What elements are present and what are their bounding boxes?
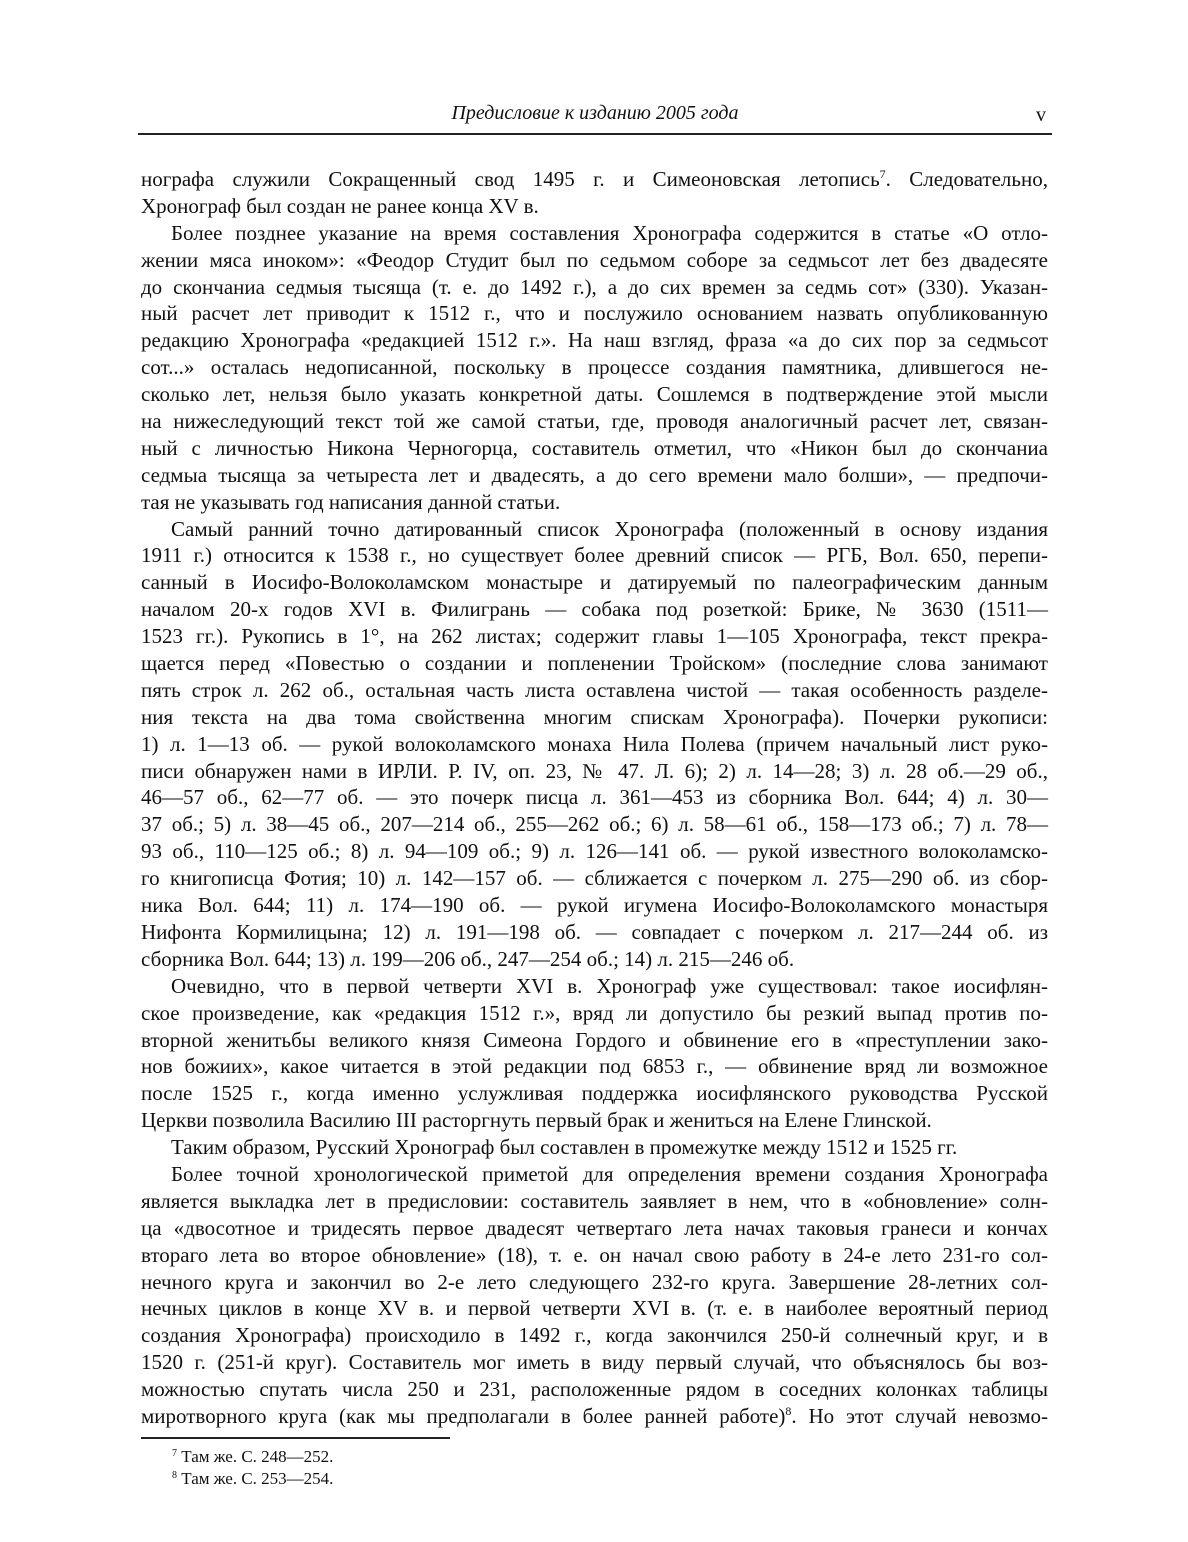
text-line: Очевидно, что в первой четверти XVI в. Хронограф уже существовал: такое иосифлян- xyxy=(171,973,1048,998)
text-line: можностью спутать числа 250 и 231, расположенные рядом в соседних колонках таблицы xyxy=(141,1377,1048,1402)
text-line: Более позднее указание на время составления Хронографа содержится в статье «О отло- xyxy=(171,220,1048,245)
line-text: . Но этот случай невозмо- xyxy=(791,1403,1049,1428)
text-line: является выкладка лет в предисловии: составитель заявляет в нем, что в «обновление» солн- xyxy=(141,1188,1048,1213)
text-line: сколько лет, нельзя было указать конкретной даты. Сошлемся в подтверждение этой мысли xyxy=(141,382,1048,407)
footnote-text: Там же. С. 253—254. xyxy=(181,1469,334,1488)
text-line: писи обнаружен нами в ИРЛИ. Р. IV, оп. 23, № 47. Л. 6); 2) л. 14—28; 3) л. 28 об.—29 об., xyxy=(141,758,1048,783)
footnotes xyxy=(172,1446,333,1490)
paragraph xyxy=(141,166,1048,220)
text-line: го книгописца Фотия; 10) л. 142—157 об. — сближается с почерком л. 275—290 об. из сбор- xyxy=(141,866,1048,891)
text-line: 1520 г. (251-й круг). Составитель мог иметь в виду первый случай, что объяснялось бы воз- xyxy=(141,1350,1048,1375)
text-line: Хронограф был создан не ранее конца XV в. xyxy=(141,193,539,218)
text-line: сот...» осталась недописанной, поскольку в процессе создания памятника, длившегося не- xyxy=(141,355,1048,380)
line-text: . Следовательно, xyxy=(885,167,1048,191)
text-line: Таким образом, Русский Хронограф был составлен в промежутке между 1512 и 1525 гг. xyxy=(171,1135,958,1160)
text-line: 1523 гг.). Рукопись в 1°, на 262 листах; содержит главы 1—105 Хронографа, текст прекра- xyxy=(141,624,1048,649)
footnote-reference: 8 xyxy=(785,1403,792,1418)
running-head xyxy=(138,100,1052,128)
text-line: нов божиих», какое читается в этой редакции под 6853 г., — обвинение вряд ли возможное xyxy=(141,1054,1048,1079)
text-line: Более точной хронологической приметой для определения времени создания Хронографа xyxy=(171,1161,1048,1186)
text-line: втораго лета во второе обновление» (18), т. е. он начал свою работу в 24-е лето 231-го сол- xyxy=(141,1242,1048,1267)
text-line: 46—57 об., 62—77 об. — это почерк писца л. 361—453 из сборника Вол. 644; 4) л. 30— xyxy=(141,785,1048,810)
text-line: ника Вол. 644; 11) л. 174—190 об. — рукой игумена Иосифо-Волоколамского монастыря xyxy=(141,893,1048,918)
text-line: пять строк л. 262 об., остальная часть листа оставлена чистой — такая особенность разделе- xyxy=(141,677,1048,702)
text-line xyxy=(141,1403,1048,1430)
line-text: нографа служили Сокращенный свод 1495 г. и Симеоновская летопись xyxy=(141,167,880,191)
footnote-text: Там же. С. 248—252. xyxy=(181,1447,334,1466)
text-line: началом 20-х годов XVI в. Филигрань — собака под розеткой: Брике, № 3630 (1511— xyxy=(141,597,1048,622)
page-number: v xyxy=(1036,104,1046,126)
running-head-title: Предисловие к изданию 2005 года xyxy=(451,102,739,124)
text-line: до скончаниа седмыя тысяща (т. е. до 1492 г.), а до сих времен за седмь сот» (330). Указан- xyxy=(141,274,1048,299)
footnote-rule xyxy=(141,1437,450,1439)
text-line: ния текста на два тома свойственна многим спискам Хронографа). Почерки рукописи: xyxy=(141,704,1048,729)
text-line: тая не указывать год написания данной статьи. xyxy=(141,489,561,514)
text-line: седмыа тысяща за четыреста лет и двадесять, а до сего времени мало болши», — предпочи- xyxy=(141,462,1048,487)
text-line: вторной женитьбы великого князя Симеона Гордого и обвинение его в «преступлении зако- xyxy=(141,1027,1048,1052)
footnote-reference: 7 xyxy=(879,167,886,181)
footnote-7 xyxy=(172,1446,333,1468)
line-text: миротворного круга (как мы предполагали в более ранней работе) xyxy=(141,1403,786,1428)
paragraph xyxy=(141,1161,1048,1430)
footnote-mark: 7 xyxy=(172,1448,177,1459)
paragraph xyxy=(141,516,1048,973)
text-line xyxy=(141,166,1048,193)
text-line: ный с личностью Никона Черногорца, составитель отметил, что «Никон был до скончаниа xyxy=(141,435,1048,460)
text-line: на нижеследующий текст той же самой статьи, где, проводя аналогичный расчет лет, связан- xyxy=(141,409,1048,434)
footnote-mark: 8 xyxy=(172,1470,177,1481)
text-line: ца «двосотное и тридесять первое двадесят четвертаго лета начах таковыя гранеси и кончах xyxy=(141,1215,1048,1240)
text-line: после 1525 г., когда именно услужливая поддержка иосифлянского руководства Русской xyxy=(141,1081,1048,1106)
paragraph xyxy=(141,1134,1048,1161)
text-line: 37 об.; 5) л. 38—45 об., 207—214 об., 255—262 об.; 6) л. 58—61 об., 158—173 об.; 7) л. 78— xyxy=(141,812,1048,837)
text-line: редакцию Хронографа «редакцией 1512 г.». На наш взгляд, фраза «а до сих пор за седмьсот xyxy=(141,328,1048,353)
footnote-8 xyxy=(172,1468,333,1490)
text-line: создания Хронографа) происходило в 1492 г., когда закончился 250-й солнечный круг, и в xyxy=(141,1323,1048,1348)
text-line: Самый ранний точно датированный список Хронографа (положенный в основу издания xyxy=(171,516,1048,541)
paragraph xyxy=(141,220,1048,516)
text-line: ный расчет лет приводит к 1512 г., что и послужило основанием назвать опубликованную xyxy=(141,301,1048,326)
text-line: 1911 г.) относится к 1538 г., но существует более древний список — РГБ, Вол. 650, перепи- xyxy=(141,543,1048,568)
body-text xyxy=(141,166,1048,1430)
text-line: Нифонта Кормилицына; 12) л. 191—198 об. — совпадает с почерком л. 217—244 об. из xyxy=(141,919,1048,944)
text-line: Церкви позволила Василию III расторгнуть первый брак и жениться на Елене Глинской. xyxy=(141,1108,932,1133)
text-line: щается перед «Повестью о создании и попленении Тройском» (последние слова занимают xyxy=(141,651,1048,676)
text-line: 93 об., 110—125 об.; 8) л. 94—109 об.; 9) л. 126—141 об. — рукой известного волоколамско- xyxy=(141,839,1048,864)
text-line: жении мяса иноком»: «Феодор Студит был по седьмом соборе за седмьсот лет без двадесяте xyxy=(141,247,1048,272)
header-rule xyxy=(138,133,1052,135)
paragraph xyxy=(141,973,1048,1134)
text-line: сборника Вол. 644; 13) л. 199—206 об., 247—254 об.; 14) л. 215—246 об. xyxy=(141,946,795,971)
text-line: 1) л. 1—13 об. — рукой волоколамского монаха Нила Полева (причем начальный лист руко- xyxy=(141,731,1048,756)
text-line: нечных циклов в конце XV в. и первой четверти XVI в. (т. е. в наиболее вероятный период xyxy=(141,1296,1048,1321)
text-line: ское произведение, как «редакция 1512 г.», вряд ли допустило бы резкий выпад против по- xyxy=(141,1000,1048,1025)
text-line: санный в Иосифо-Волоколамском монастыре и датируемый по палеографическим данным xyxy=(141,570,1048,595)
text-line: нечного круга и закончил во 2-е лето следующего 232-го круга. Завершение 28-летних сол- xyxy=(141,1269,1048,1294)
